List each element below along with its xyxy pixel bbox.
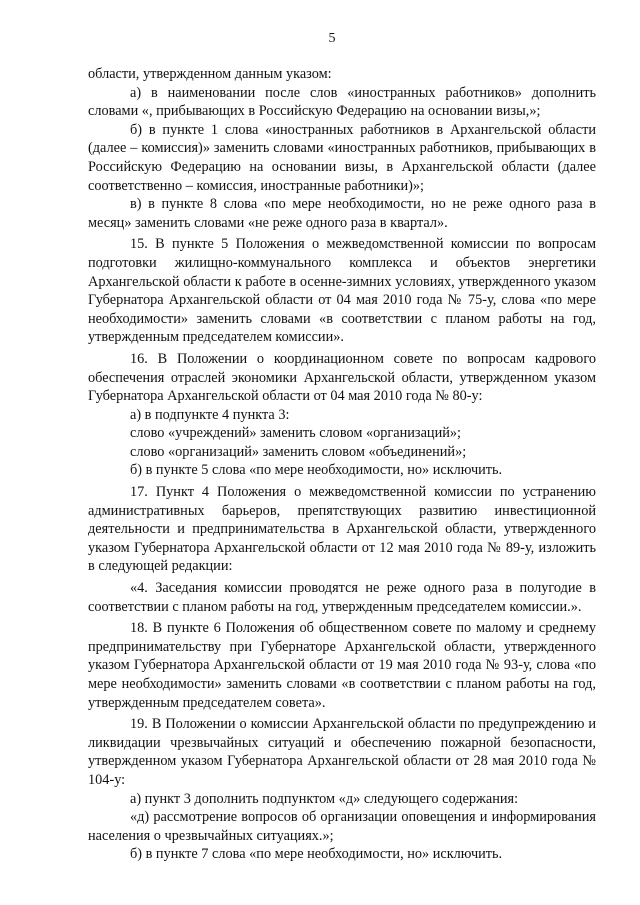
paragraph-17: 17. Пункт 4 Положения о межведомственной комиссии по устранению административных барьеров, препятствующих развитию инвестиционной деятельности и предпринимательства в Архангельской области, утвержденного указом Губернатора Архангельской области от 12 мая 2010 года № 89-у, изложить в следующей редакции: [88,484,596,575]
paragraph-16: 16. В Положении о координационном совете по вопросам кадрового обеспечения отраслей экономики Архангельской области, утвержденном указом Губернатора Архангельской области от 04 мая 2010 года № 80-у: [88,350,596,405]
paragraph-19-subitem-a: а) пункт 3 дополнить подпунктом «д» следующего содержания: [130,790,519,807]
paragraph-19-subitem-b: б) в пункте 7 слова «по мере необходимости, но» исключить. [130,846,503,863]
paragraph-19-quote: «д) рассмотрение вопросов об организации оповещения и информирования населения о чрезвычайных ситуациях.»; [88,809,596,844]
subitem-v: в) в пункте 8 слова «по мере необходимости, но не реже одного раза в месяц» заменить словами «не реже одного раза в квартал». [88,196,596,231]
paragraph-16-line-1: слово «учреждений» заменить словом «организаций»; [130,425,461,442]
page-number: 5 [328,31,336,46]
paragraph-16-subitem-b: б) в пункте 5 слова «по мере необходимости, но» исключить. [130,462,503,479]
paragraph-19: 19. В Положении о комиссии Архангельской области по предупреждению и ликвидации чрезвычайных ситуаций и обеспечению пожарной безопасности, утвержденном указом Губернатора Архангельской области от 28 мая 2010 года № 104-у: [88,716,596,788]
paragraph-17-quote: «4. Заседания комиссии проводятся не реже одного раза в полугодие в соответствии с планом работы на год, утвержденным председателем комиссии.». [88,580,596,615]
paragraph-15: 15. В пункте 5 Положения о межведомственной комиссии по вопросам подготовки жилищно-коммунального комплекса и объектов энергетики Архангельской области к работе в осенне-зимних условиях, утвержденного указом Губернатора Архангельской области от 04 мая 2010 года № 75-у, слова «по мере необходимости» заменить словами «в соответствии с планом работы на год, утвержденным председателем комиссии». [88,236,596,346]
paragraph-16-line-2: слово «организаций» заменить словом «объединений»; [130,443,467,460]
paragraph-18: 18. В пункте 6 Положения об общественном совете по малому и среднему предпринимательству при Губернаторе Архангельской области, утвержденного указом Губернатора Архангельской области от 19 мая 2010 года № 93-у, слова «по мере необходимости» заменить словами «в соответствии с планом работы на год, утвержденным председателем совета». [88,620,596,711]
paragraph-continuation: области, утвержденном данным указом: [88,66,332,82]
subitem-a: а) в наименовании после слов «иностранных работников» дополнить словами «, прибывающих в Российскую Федерацию на основании визы,»; [88,84,596,120]
document-page [88,30,596,864]
document-body [88,65,596,864]
paragraph-16-subitem-a: а) в подпункте 4 пункта 3: [130,406,290,423]
subitem-b: б) в пункте 1 слова «иностранных работников в Архангельской области (далее – комиссия)» заменить словами «иностранных работников, прибывающих в Российскую Федерацию на основании визы, в Архангельской области (далее соответственно – комиссия, иностранные работники)»; [88,121,596,194]
